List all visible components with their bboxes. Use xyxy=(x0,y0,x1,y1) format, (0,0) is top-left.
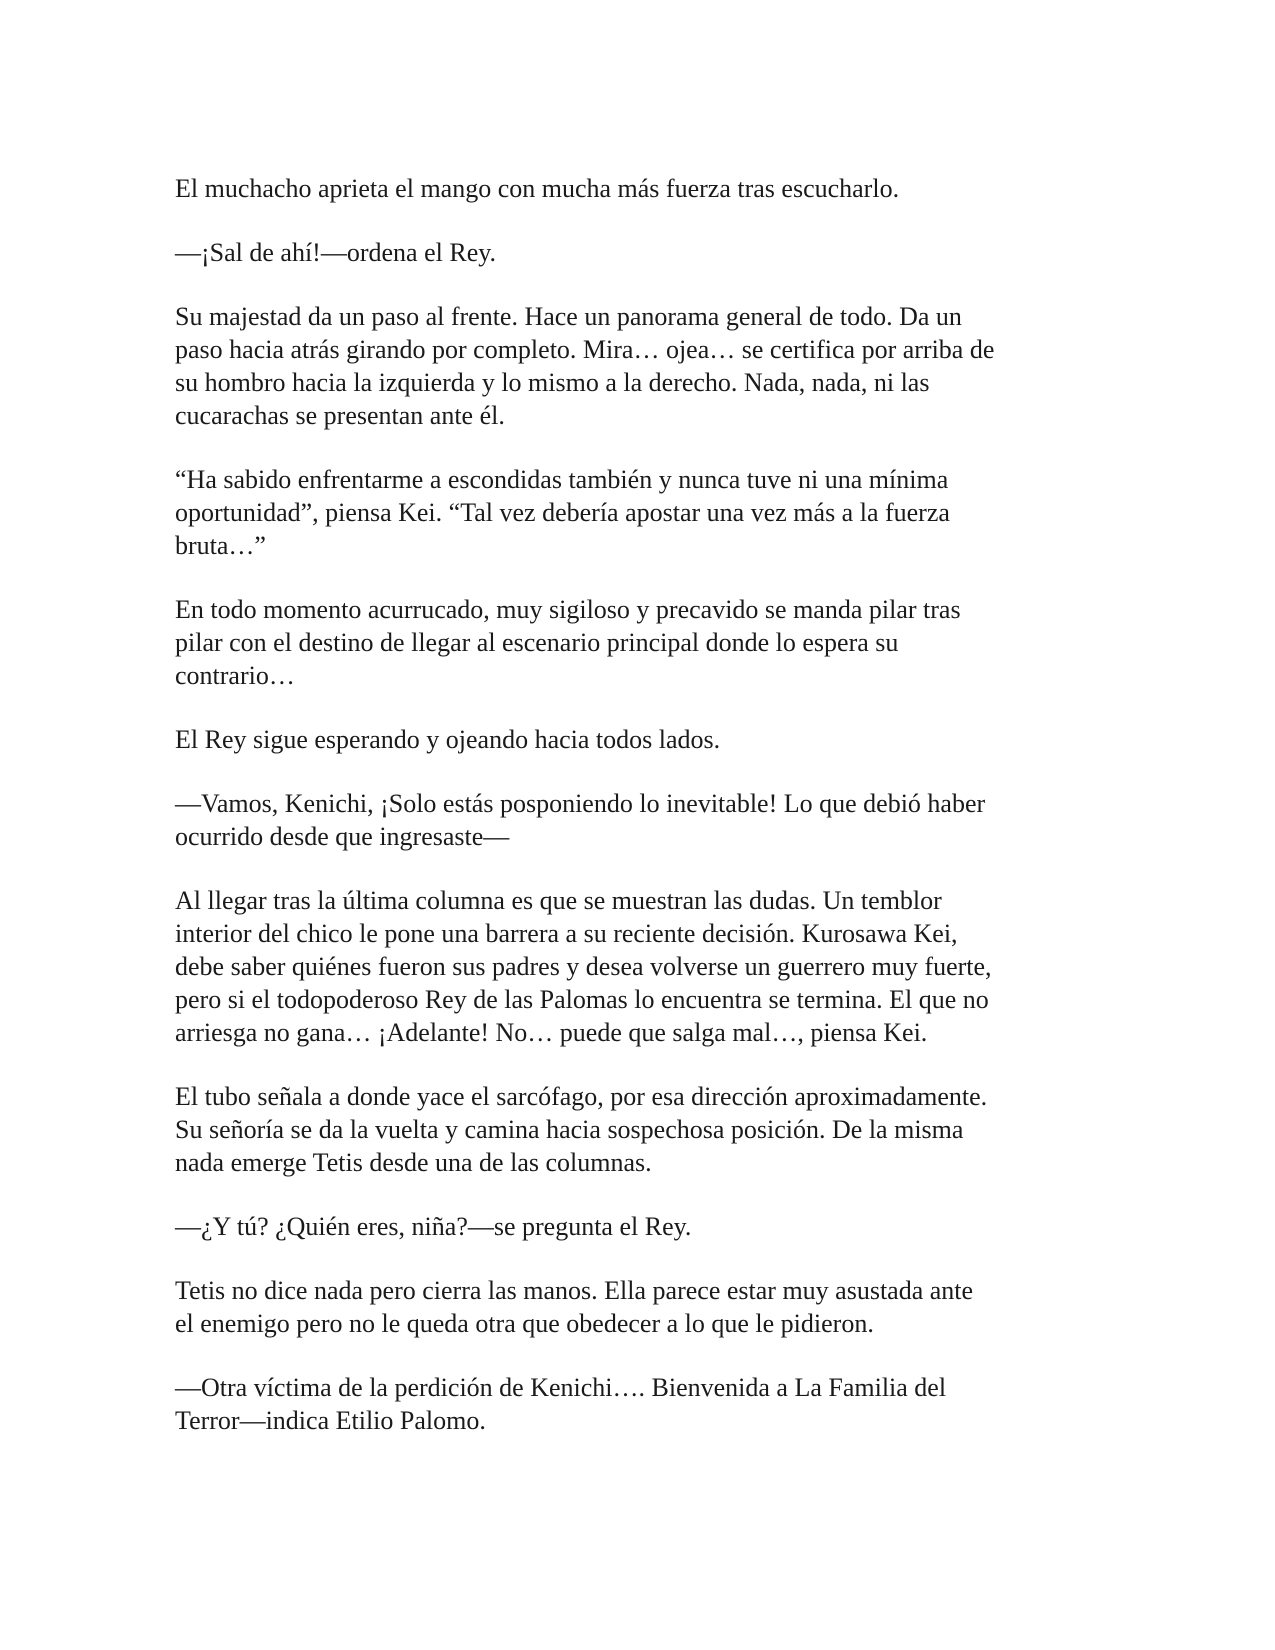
paragraph: —Vamos, Kenichi, ¡Solo estás posponiendo lo inevitable! Lo que debió haber ocurrido desde que ingresaste— xyxy=(175,789,986,851)
paragraph: —Otra víctima de la perdición de Kenichi…. Bienvenida a La Familia del Terror—indica Etilio Palomo. xyxy=(175,1373,947,1435)
paragraph: —¡Sal de ahí!—ordena el Rey. xyxy=(175,238,497,267)
paragraph: En todo momento acurrucado, muy sigiloso y precavido se manda pilar tras pilar con el destino de llegar al escenario principal donde lo espera su contrario… xyxy=(175,595,961,690)
paragraph: “Ha sabido enfrentarme a escondidas también y nunca tuve ni una mínima oportunidad”, piensa Kei. “Tal vez debería apostar una vez más a la fuerza bruta…” xyxy=(175,465,950,560)
paragraph: El Rey sigue esperando y ojeando hacia todos lados. xyxy=(175,725,721,754)
paragraph: Tetis no dice nada pero cierra las manos. Ella parece estar muy asustada ante el enemigo pero no le queda otra que obedecer a lo que le pidieron. xyxy=(175,1276,974,1338)
paragraph: El tubo señala a donde yace el sarcófago, por esa dirección aproximadamente. Su señoría se da la vuelta y camina hacia sospechosa posición. De la misma nada emerge Tetis desde una de las columnas. xyxy=(175,1082,988,1177)
paragraph: Al llegar tras la última columna es que se muestran las dudas. Un temblor interior del chico le pone una barrera a su reciente decisión. Kurosawa Kei, debe saber quiénes fueron sus padres y desea volverse un guerrero muy fuerte, pero si el todopoderoso Rey de las Palomas lo encuentra se termina. El que no arriesga no gana… ¡Adelante! No… puede que salga mal…, piensa Kei. xyxy=(175,886,992,1047)
paragraph: El muchacho aprieta el mango con mucha más fuerza tras escucharlo. xyxy=(175,174,900,203)
paragraph: —¿Y tú? ¿Quién eres, niña?—se pregunta el Rey. xyxy=(175,1212,692,1241)
paragraph: Su majestad da un paso al frente. Hace un panorama general de todo. Da un paso hacia atrás girando por completo. Mira… ojea… se certifica por arriba de su hombro hacia la izquierda y lo mismo a la derecho. Nada, nada, ni las cucarachas se presentan ante él. xyxy=(175,302,995,430)
